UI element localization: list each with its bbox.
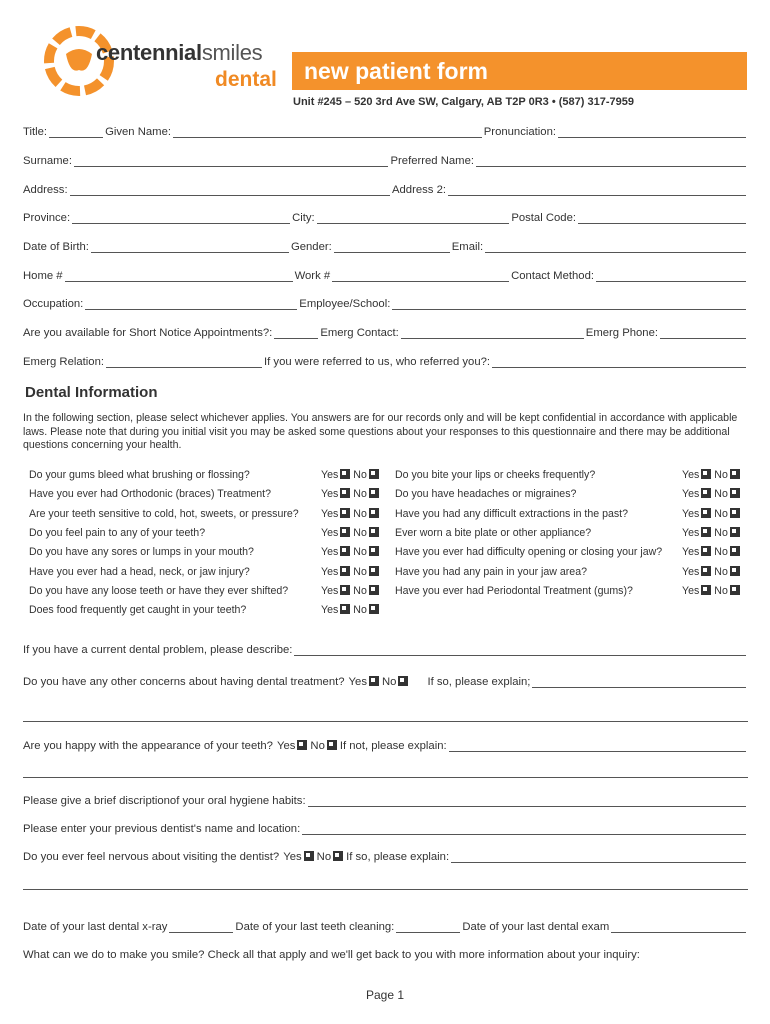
other-concerns-explain-label: If so, please explain; — [427, 676, 531, 688]
logo-name: centennialsmiles — [96, 40, 263, 65]
no-option[interactable] — [353, 546, 382, 558]
appearance-explain-field[interactable] — [449, 740, 746, 752]
last-cleaning-label: Date of your last teeth cleaning: — [235, 921, 395, 933]
row-name — [23, 126, 748, 138]
yes-label: Yes — [321, 526, 339, 539]
question-text: Are your teeth sensitive to cold, hot, sweets, or pressure? — [29, 507, 299, 520]
yes-option[interactable] — [682, 508, 714, 520]
hygiene-field[interactable] — [308, 795, 746, 807]
no-option[interactable] — [353, 469, 382, 481]
yes-option[interactable] — [321, 488, 353, 500]
occupation-label: Occupation: — [23, 298, 84, 310]
no-label: No — [714, 546, 728, 559]
question-text: Does food frequently get caught in your teeth? — [29, 604, 247, 617]
checkbox-icon — [369, 546, 379, 556]
dob-label: Date of Birth: — [23, 241, 89, 253]
question-text: Do your gums bleed what brushing or flossing? — [29, 469, 250, 481]
checkbox-icon — [333, 851, 343, 861]
row-dob — [23, 241, 748, 253]
contact-method-field[interactable] — [596, 270, 746, 282]
row-surname — [23, 155, 748, 167]
no-label: No — [714, 469, 728, 481]
no-label: No — [714, 584, 728, 597]
short-notice-label: Are you available for Short Notice Appointments?: — [23, 327, 273, 339]
checkbox-icon — [297, 740, 307, 750]
nervous-explain-field[interactable] — [451, 851, 746, 863]
yes-label: Yes — [682, 469, 700, 481]
emerg-contact-field[interactable] — [401, 327, 584, 339]
yes-option[interactable] — [682, 546, 714, 558]
yes-no-choice — [321, 585, 382, 597]
yes-label: Yes — [321, 469, 339, 481]
emerg-relation-label: Emerg Relation: — [23, 356, 104, 368]
last-xray-field[interactable] — [169, 921, 233, 933]
checkbox-icon — [701, 566, 711, 576]
province-label: Province: — [23, 212, 71, 224]
nervous-explain-label: If so, please explain: — [346, 851, 450, 863]
yes-label: Yes — [321, 488, 339, 501]
checkbox-icon — [701, 488, 711, 498]
other-concerns-line2[interactable] — [23, 721, 748, 722]
no-label: No — [353, 507, 367, 520]
yes-no-choice — [682, 488, 743, 500]
address2-field[interactable] — [448, 184, 746, 196]
row-previous-dentist — [23, 823, 748, 835]
no-label: No — [714, 507, 728, 520]
nervous-label: Do you ever feel nervous about visiting the dentist? — [23, 851, 280, 863]
emerg-phone-field[interactable] — [660, 327, 746, 339]
form-banner: new patient form — [292, 52, 747, 90]
checkbox-icon — [340, 604, 350, 614]
yes-no-choice — [682, 508, 743, 520]
checkbox-icon — [730, 546, 740, 556]
no-option[interactable] — [353, 488, 382, 500]
preferred-name-label: Preferred Name: — [390, 155, 474, 167]
row-dates — [23, 921, 748, 933]
row-smile — [23, 949, 748, 961]
row-emergency — [23, 327, 748, 339]
no-option[interactable] — [714, 566, 743, 578]
question-text: Have you ever had a head, neck, or jaw injury? — [29, 565, 250, 578]
yes-option[interactable] — [682, 527, 714, 539]
yes-no-choice — [321, 566, 382, 578]
no-option[interactable] — [353, 527, 382, 539]
given-name-label: Given Name: — [105, 126, 171, 138]
email-label: Email: — [451, 241, 484, 253]
nervous-yes[interactable]: Yes — [283, 851, 316, 863]
checkbox-icon — [701, 585, 711, 595]
page-number: Page 1 — [365, 988, 405, 1002]
no-option[interactable] — [714, 488, 743, 500]
checkbox-icon — [730, 585, 740, 595]
city-label: City: — [292, 212, 315, 224]
appearance-line2[interactable] — [23, 777, 748, 778]
other-concerns-yes[interactable]: Yes — [349, 676, 382, 688]
question-text: Do you have any loose teeth or have they ever shifted? — [29, 584, 289, 597]
city-field[interactable] — [317, 212, 510, 224]
yes-no-choice — [682, 546, 743, 558]
no-label: No — [353, 604, 367, 617]
row-referral — [23, 356, 748, 368]
question-text: Do you feel pain to any of your teeth? — [29, 526, 206, 539]
yes-label: Yes — [682, 526, 700, 539]
yes-no-choice — [321, 546, 382, 558]
no-option[interactable] — [714, 585, 743, 597]
no-label: No — [353, 526, 367, 539]
no-label: No — [353, 488, 367, 501]
yes-label: Yes — [682, 584, 700, 597]
question-text: Have you ever had difficulty opening or closing your jaw? — [395, 546, 663, 559]
yes-option[interactable] — [321, 469, 353, 481]
question-text: Do you bite your lips or cheeks frequently? — [395, 469, 596, 481]
no-label: No — [353, 565, 367, 578]
checkbox-icon — [369, 469, 379, 479]
question-text: Do you have any sores or lumps in your mouth? — [29, 546, 254, 559]
home-phone-field[interactable] — [65, 270, 293, 282]
hygiene-label: Please give a brief discriptionof your oral hygiene habits: — [23, 795, 306, 807]
other-concerns-label: Do you have any other concerns about having dental treatment? — [23, 676, 345, 688]
yes-label: Yes — [682, 565, 700, 578]
no-label: No — [353, 546, 367, 559]
referred-label: If you were referred to us, who referred you?: — [264, 356, 491, 368]
yes-no-choice — [321, 604, 382, 616]
appearance-explain-label: If not, please explain: — [339, 740, 447, 752]
province-field[interactable] — [72, 212, 290, 224]
employee-school-label: Employee/School: — [299, 298, 391, 310]
previous-dentist-label: Please enter your previous dentist's name and location: — [23, 823, 301, 835]
clinic-address: Unit #245 – 520 3rd Ave SW, Calgary, AB T2P 0R3 • (587) 317-7959 — [293, 96, 634, 108]
other-concerns-no[interactable]: No — [382, 676, 411, 688]
no-option[interactable] — [353, 508, 382, 520]
email-field[interactable] — [485, 241, 746, 253]
checkbox-icon — [340, 469, 350, 479]
no-label: No — [714, 488, 728, 501]
checkbox-icon — [340, 585, 350, 595]
dental-intro: In the following section, please select whichever applies. You answers are for our records only and will be kept confidential in accordance with applicable laws. Please note that during you initial visit you may be asked some questions about your responses to this questionnaire and there may be additional questions concerning your health. — [23, 412, 738, 451]
yes-no-choice — [321, 508, 382, 520]
checkbox-icon — [340, 527, 350, 537]
checkbox-icon — [701, 527, 711, 537]
postal-code-field[interactable] — [578, 212, 746, 224]
address-field[interactable] — [70, 184, 390, 196]
checkbox-icon — [730, 527, 740, 537]
yes-no-choice — [682, 527, 743, 539]
question-text: Have you ever had Orthodonic (braces) Treatment? — [29, 488, 272, 501]
checkbox-icon — [340, 566, 350, 576]
last-exam-label: Date of your last dental exam — [462, 921, 610, 933]
yes-no-choice — [321, 527, 382, 539]
yes-no-choice — [321, 469, 382, 481]
last-cleaning-field[interactable] — [396, 921, 460, 933]
yes-option[interactable] — [321, 604, 353, 616]
referred-field[interactable] — [492, 356, 746, 368]
yes-option[interactable] — [321, 566, 353, 578]
last-xray-label: Date of your last dental x-ray — [23, 921, 168, 933]
yes-label: Yes — [682, 488, 700, 501]
row-nervous — [23, 851, 748, 863]
yes-label: Yes — [321, 584, 339, 597]
question-text: Have you had any difficult extractions in the past? — [395, 507, 629, 520]
title-label: Title: — [23, 126, 48, 138]
no-option[interactable] — [714, 469, 743, 481]
postal-code-label: Postal Code: — [511, 212, 576, 224]
checkbox-icon — [730, 469, 740, 479]
yes-option[interactable] — [321, 585, 353, 597]
question-text: Have you had any pain in your jaw area? — [395, 565, 587, 578]
given-name-field[interactable] — [173, 126, 482, 138]
row-hygiene — [23, 795, 748, 807]
row-province — [23, 212, 748, 224]
logo-sub: dental — [215, 68, 277, 91]
pronunciation-field[interactable] — [558, 126, 746, 138]
row-occupation — [23, 298, 748, 310]
home-phone-label: Home # — [23, 270, 63, 282]
yes-label: Yes — [682, 546, 700, 559]
work-phone-field[interactable] — [332, 270, 509, 282]
appearance-yes[interactable]: Yes — [277, 740, 310, 752]
appearance-label: Are you happy with the appearance of your teeth? — [23, 740, 273, 752]
checkbox-icon — [304, 851, 314, 861]
preferred-name-field[interactable] — [476, 155, 746, 167]
surname-label: Surname: — [23, 155, 72, 167]
dental-section-title: Dental Information — [25, 384, 158, 401]
checkbox-icon — [730, 566, 740, 576]
pronunciation-label: Pronunciation: — [483, 126, 556, 138]
no-option[interactable] — [353, 585, 382, 597]
yes-label: Yes — [321, 546, 339, 559]
checkbox-icon — [701, 469, 711, 479]
current-problem-label: If you have a current dental problem, please describe: — [23, 644, 293, 656]
checkbox-icon — [369, 676, 379, 686]
no-label: No — [714, 565, 728, 578]
row-appearance — [23, 740, 748, 752]
yes-option[interactable] — [321, 508, 353, 520]
last-exam-field[interactable] — [611, 921, 746, 933]
yes-option[interactable] — [321, 546, 353, 558]
checkbox-icon — [701, 546, 711, 556]
gender-label: Gender: — [290, 241, 332, 253]
no-option[interactable] — [353, 604, 382, 616]
yes-label: Yes — [321, 565, 339, 578]
row-other-concerns — [23, 676, 748, 688]
current-problem-field[interactable] — [294, 644, 746, 656]
dob-field[interactable] — [91, 241, 289, 253]
no-option[interactable] — [714, 527, 743, 539]
yes-label: Yes — [321, 507, 339, 520]
work-phone-label: Work # — [294, 270, 331, 282]
checkbox-icon — [369, 508, 379, 518]
row-current-problem — [23, 644, 748, 656]
no-option[interactable] — [353, 566, 382, 578]
nervous-line2[interactable] — [23, 889, 748, 890]
address-label: Address: — [23, 184, 68, 196]
yes-label: Yes — [682, 507, 700, 520]
yes-label: Yes — [321, 604, 339, 617]
contact-method-label: Contact Method: — [511, 270, 594, 282]
no-label: No — [353, 469, 367, 481]
question-text: Ever worn a bite plate or other appliance? — [395, 526, 592, 539]
checkbox-icon — [340, 546, 350, 556]
checkbox-icon — [701, 508, 711, 518]
checkbox-icon — [369, 604, 379, 614]
no-option[interactable] — [714, 546, 743, 558]
emerg-relation-field[interactable] — [106, 356, 262, 368]
surname-field[interactable] — [74, 155, 389, 167]
occupation-field[interactable] — [85, 298, 297, 310]
previous-dentist-field[interactable] — [302, 823, 746, 835]
checkbox-icon — [369, 527, 379, 537]
employee-school-field[interactable] — [392, 298, 746, 310]
nervous-no[interactable]: No — [317, 851, 346, 863]
short-notice-field[interactable] — [274, 327, 318, 339]
emerg-phone-label: Emerg Phone: — [585, 327, 658, 339]
yes-no-choice — [682, 585, 743, 597]
yes-no-choice — [682, 469, 743, 481]
checkbox-icon — [369, 585, 379, 595]
checkbox-icon — [369, 488, 379, 498]
no-label: No — [353, 584, 367, 597]
gender-field[interactable] — [334, 241, 450, 253]
question-text: Do you have headaches or migraines? — [395, 488, 577, 501]
checkbox-icon — [398, 676, 408, 686]
yes-option[interactable] — [682, 488, 714, 500]
yes-option[interactable] — [682, 469, 714, 481]
yes-option[interactable] — [682, 585, 714, 597]
row-address — [23, 184, 748, 196]
checkbox-icon — [730, 488, 740, 498]
smile-label: What can we do to make you smile? Check all that apply and we'll get back to you with more information about your inquiry: — [23, 949, 640, 961]
emerg-contact-label: Emerg Contact: — [320, 327, 399, 339]
checkbox-icon — [340, 508, 350, 518]
checkbox-icon — [327, 740, 337, 750]
yes-no-choice — [682, 566, 743, 578]
question-text: Have you ever had Periodontal Treatment (gums)? — [395, 584, 633, 597]
address2-label: Address 2: — [391, 184, 446, 196]
other-concerns-explain-field[interactable] — [532, 676, 746, 688]
no-label: No — [714, 526, 728, 539]
title-field[interactable] — [49, 126, 103, 138]
checkbox-icon — [369, 566, 379, 576]
checkbox-icon — [730, 508, 740, 518]
yes-option[interactable] — [321, 527, 353, 539]
row-phones — [23, 270, 748, 282]
yes-no-choice — [321, 488, 382, 500]
yes-option[interactable] — [682, 566, 714, 578]
no-option[interactable] — [714, 508, 743, 520]
appearance-no[interactable]: No — [310, 740, 339, 752]
checkbox-icon — [340, 488, 350, 498]
